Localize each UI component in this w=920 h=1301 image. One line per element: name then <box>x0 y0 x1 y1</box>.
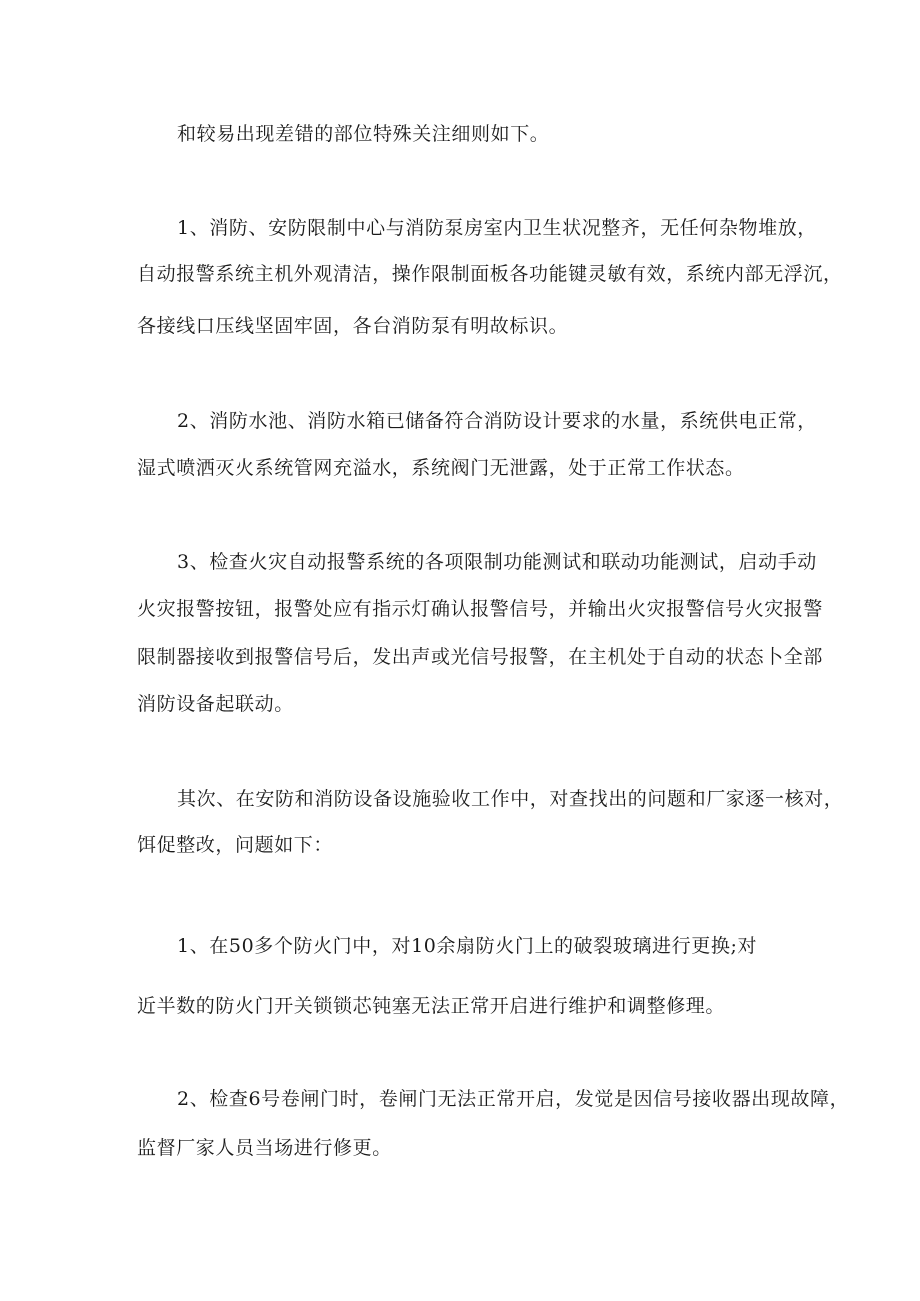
item1-line2: 自动报警系统主机外观清洁，操作限制面板各功能键灵敏有效，系统内部无浮沉， <box>137 263 843 285</box>
second-line2: 饵促整改，问题如下： <box>137 834 334 856</box>
second-line1: 其次、在安防和消防设备设施验收工作中，对查找出的问题和厂家逐一核对， <box>177 788 844 810</box>
item2-line2: 湿式喷洒灭火系统管网充溢水，系统阀门无泄露，处于正常工作状态。 <box>137 457 745 479</box>
item1-line1: 1、消防、安防限制中心与消防泵房室内卫生状况整齐，无任何杂物堆放， <box>177 217 817 239</box>
item3-line3: 限制器接收到报警信号后，发出声或光信号报警，在主机处于自动的状态卜全部 <box>137 646 824 668</box>
item1-line3: 各接线口压线坚固牢固，各台消防泵有明故标识。 <box>137 315 569 337</box>
item3-line4: 消防设备起联动。 <box>137 693 294 715</box>
issue2-line2: 监督厂家人员当场进行修更。 <box>137 1137 392 1159</box>
issue1-line2: 近半数的防火门开关锁锁芯钝塞无法正常开启进行维护和调整修理。 <box>137 995 726 1017</box>
item3-line1: 3、检查火灾自动报警系统的各项限制功能测试和联动功能测试，启动手动 <box>177 551 817 573</box>
item2-line1: 2、消防水池、消防水箱已储备符合消防设计要求的水量，系统供电正常， <box>177 410 817 432</box>
item3-line2: 火灾报警按钮，报警处应有指示灯确认报警信号，并输出火灾报警信号火灾报警 <box>137 598 824 620</box>
intro-line: 和较易出现差错的部位特殊关注细则如下。 <box>177 123 550 145</box>
issue1-line1: 1、在50多个防火门中，对10余扇防火门上的破裂玻璃进行更换;对 <box>177 935 758 957</box>
issue2-line1: 2、检查6号卷闸门时，卷闸门无法正常开启，发觉是因信号接收器出现故障， <box>177 1088 850 1110</box>
